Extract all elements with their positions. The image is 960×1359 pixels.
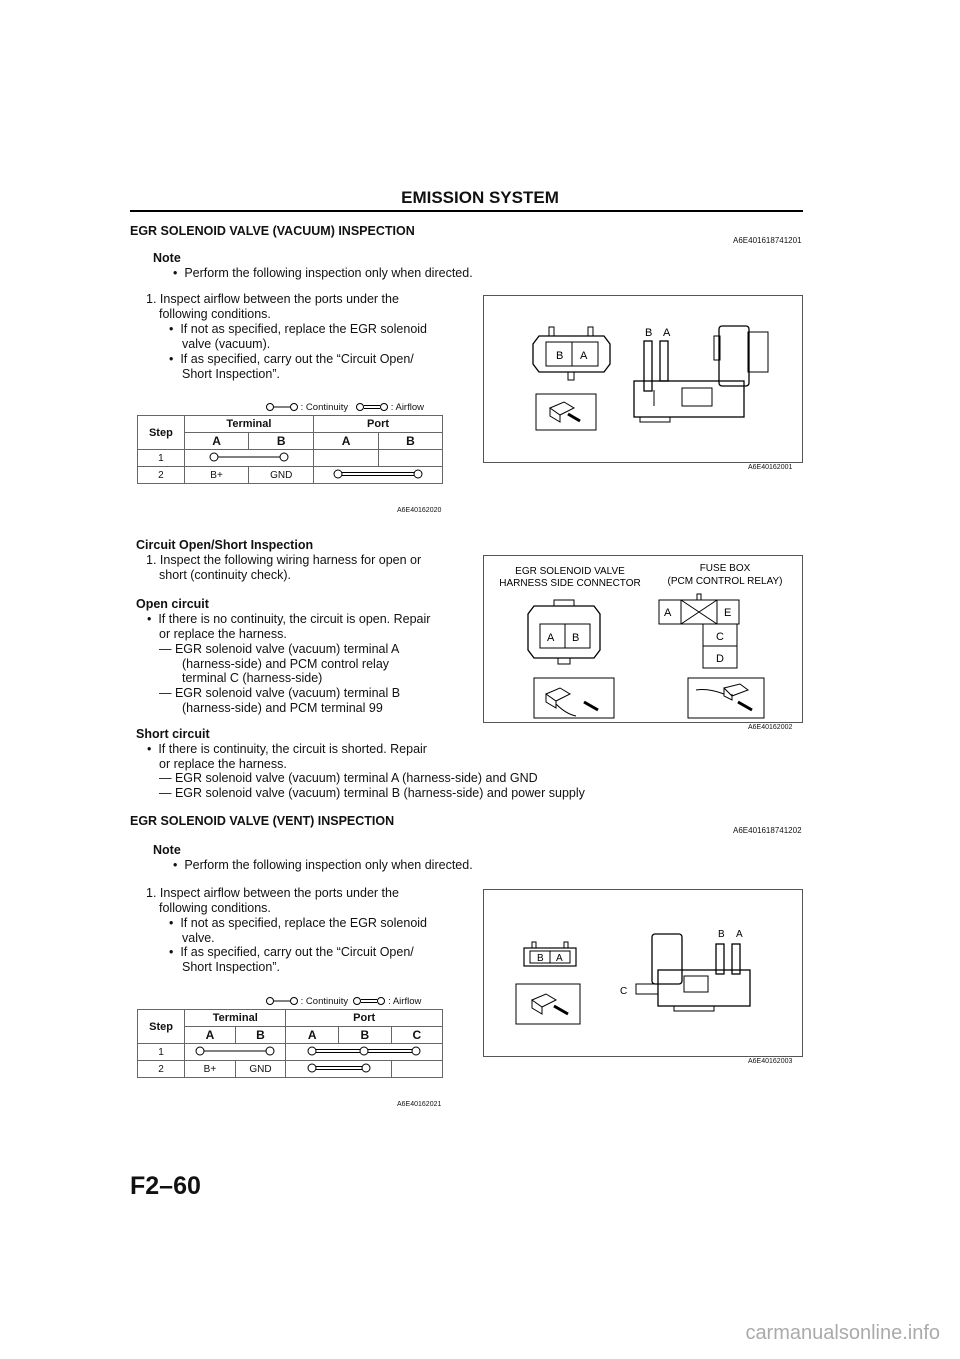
open-dash2-line1: — EGR solenoid valve (vacuum) terminal B xyxy=(159,686,401,700)
vent-port-label-c: C xyxy=(620,986,628,997)
th-port-b: B xyxy=(339,1027,392,1044)
s2-bullet1-line1: • If not as specified, replace the EGR solenoid xyxy=(169,916,427,930)
open-dash1-line3: terminal C (harness-side) xyxy=(182,671,323,685)
circuit-step1-line2: short (continuity check). xyxy=(159,568,291,582)
circuit-step1-line1: 1. Inspect the following wiring harness for open or xyxy=(146,553,422,567)
fuse-label-d: D xyxy=(716,653,724,665)
section-code-egr-vent: A6E401618741202 xyxy=(733,826,802,835)
th-terminal-a: A xyxy=(184,433,249,450)
table-code-2: A6E40162021 xyxy=(397,1101,442,1108)
header-rule xyxy=(130,210,803,212)
th-terminal: Terminal xyxy=(185,1010,286,1027)
row2-step: 2 xyxy=(138,1061,185,1078)
connector-label-a: A xyxy=(580,350,588,362)
short-circuit-title: Short circuit xyxy=(136,727,210,741)
bullet1-line1: • If not as specified, replace the EGR solenoid xyxy=(169,322,427,336)
step1-text-line1: 1. Inspect airflow between the ports under the xyxy=(146,292,399,306)
short-dash2: — EGR solenoid valve (vacuum) terminal B (harness-side) and power supply xyxy=(159,786,585,800)
th-port-a: A xyxy=(314,433,379,450)
row1-step: 1 xyxy=(138,1044,185,1061)
port-label-b: B xyxy=(645,327,653,339)
note-label-2: Note xyxy=(153,843,181,857)
airflow-symbol-icon xyxy=(353,996,385,1006)
row2-terminal-a: B+ xyxy=(185,1061,236,1078)
bullet2-line1: • If as specified, carry out the “Circuit Open/ xyxy=(169,352,414,366)
row1-airflow-cell xyxy=(286,1044,443,1061)
row2-terminal-a: B+ xyxy=(184,467,249,484)
legend-2: : Continuity : Airflow xyxy=(266,996,421,1007)
s2-bullet2-line2: Short Inspection”. xyxy=(182,960,280,974)
s2-bullet1-line2: valve. xyxy=(182,931,215,945)
legend-1: : Continuity : Airflow xyxy=(266,402,424,413)
open-bullet-line2: or replace the harness. xyxy=(159,627,287,641)
row1-step: 1 xyxy=(138,450,185,467)
section-title-egr-vent: EGR SOLENOID VALVE (VENT) INSPECTION xyxy=(130,814,395,828)
airflow-symbol-icon xyxy=(304,1063,374,1073)
egr-vacuum-valve-diagram xyxy=(484,296,802,462)
row2-step: 2 xyxy=(138,467,185,484)
short-bullet-line2: or replace the harness. xyxy=(159,757,287,771)
step1-text-line2: following conditions. xyxy=(159,307,271,321)
figure-harness-connectors xyxy=(483,555,803,723)
th-terminal-b: B xyxy=(249,433,314,450)
connector-label-b: B xyxy=(556,350,564,362)
figure-egr-vent-valve xyxy=(483,889,803,1057)
bullet1-line2: valve (vacuum). xyxy=(182,337,271,351)
row2-airflow-cell xyxy=(286,1061,391,1078)
inspection-table-vent xyxy=(137,1009,443,1078)
fig-right-title-line2: (PCM CONTROL RELAY) xyxy=(667,576,783,587)
th-step: Step xyxy=(138,416,185,450)
short-bullet-line1: • If there is continuity, the circuit is shorted. Repair xyxy=(147,742,427,756)
open-bullet-line1: • If there is no continuity, the circuit is open. Repair xyxy=(147,612,431,626)
open-dash1-line2: (harness-side) and PCM control relay xyxy=(182,657,390,671)
harness-label-a: A xyxy=(547,632,555,644)
row2-terminal-b: GND xyxy=(235,1061,286,1078)
th-terminal: Terminal xyxy=(184,416,313,433)
s2-bullet2-line1: • If as specified, carry out the “Circuit Open/ xyxy=(169,945,414,959)
fig-right-title-line1: FUSE BOX xyxy=(699,563,751,574)
harness-connector-diagram xyxy=(484,556,802,722)
port-label-a: A xyxy=(663,327,671,339)
th-port-a: A xyxy=(286,1027,339,1044)
row1-continuity-cell xyxy=(184,450,313,467)
th-terminal-a: A xyxy=(185,1027,236,1044)
th-port-b: B xyxy=(379,433,443,450)
continuity-symbol-icon xyxy=(266,402,298,412)
egr-vent-valve-diagram xyxy=(484,890,802,1056)
th-terminal-b: B xyxy=(235,1027,286,1044)
bullet2-line2: Short Inspection”. xyxy=(182,367,280,381)
fuse-label-c: C xyxy=(716,631,724,643)
section-code-egr-vacuum: A6E401618741201 xyxy=(733,236,802,245)
open-dash2-line2: (harness-side) and PCM terminal 99 xyxy=(182,701,383,715)
note-label: Note xyxy=(153,251,181,265)
open-dash1-line1: — EGR solenoid valve (vacuum) terminal A xyxy=(159,642,400,656)
airflow-symbol-icon xyxy=(333,469,423,479)
page-header-title: EMISSION SYSTEM xyxy=(401,188,559,207)
note-item-2: • Perform the following inspection only when directed. xyxy=(173,858,473,872)
figure-code: A6E40162001 xyxy=(748,464,793,471)
note-item: • Perform the following inspection only when directed. xyxy=(173,266,473,280)
watermark: carmanualsonline.info xyxy=(745,1322,940,1344)
fuse-label-a: A xyxy=(664,607,672,619)
row1-continuity-cell xyxy=(185,1044,286,1061)
fuse-label-e: E xyxy=(724,607,732,619)
table-code: A6E40162020 xyxy=(397,507,442,514)
harness-label-b: B xyxy=(572,632,580,644)
vent-connector-label-a: A xyxy=(556,953,563,964)
continuity-symbol-icon xyxy=(266,996,298,1006)
th-port: Port xyxy=(286,1010,443,1027)
vent-port-label-a: A xyxy=(736,929,743,940)
th-port: Port xyxy=(314,416,443,433)
figure-code-2: A6E40162002 xyxy=(748,724,793,731)
row2-airflow-cell xyxy=(314,467,443,484)
short-dash1: — EGR solenoid valve (vacuum) terminal A (harness-side) and GND xyxy=(159,771,538,785)
th-port-c: C xyxy=(391,1027,442,1044)
page-number: F2–60 xyxy=(130,1172,201,1200)
section-title-egr-vacuum: EGR SOLENOID VALVE (VACUUM) INSPECTION xyxy=(130,224,415,238)
airflow-symbol-icon xyxy=(356,402,388,412)
row2-terminal-b: GND xyxy=(249,467,314,484)
continuity-symbol-icon xyxy=(209,452,289,462)
continuity-symbol-icon xyxy=(195,1046,275,1056)
vent-port-label-b: B xyxy=(718,929,725,940)
s2-step1-line2: following conditions. xyxy=(159,901,271,915)
open-circuit-title: Open circuit xyxy=(136,597,209,611)
figure-egr-vacuum-valve xyxy=(483,295,803,463)
fig-left-title-line1: EGR SOLENOID VALVE xyxy=(515,566,625,577)
figure-code-3: A6E40162003 xyxy=(748,1058,793,1065)
inspection-table-vacuum xyxy=(137,415,443,484)
fig-left-title-line2: HARNESS SIDE CONNECTOR xyxy=(499,578,641,589)
circuit-title: Circuit Open/Short Inspection xyxy=(136,538,314,552)
airflow-symbol-icon xyxy=(304,1046,424,1056)
s2-step1-line1: 1. Inspect airflow between the ports under the xyxy=(146,886,399,900)
vent-connector-label-b: B xyxy=(537,953,544,964)
th-step: Step xyxy=(138,1010,185,1044)
